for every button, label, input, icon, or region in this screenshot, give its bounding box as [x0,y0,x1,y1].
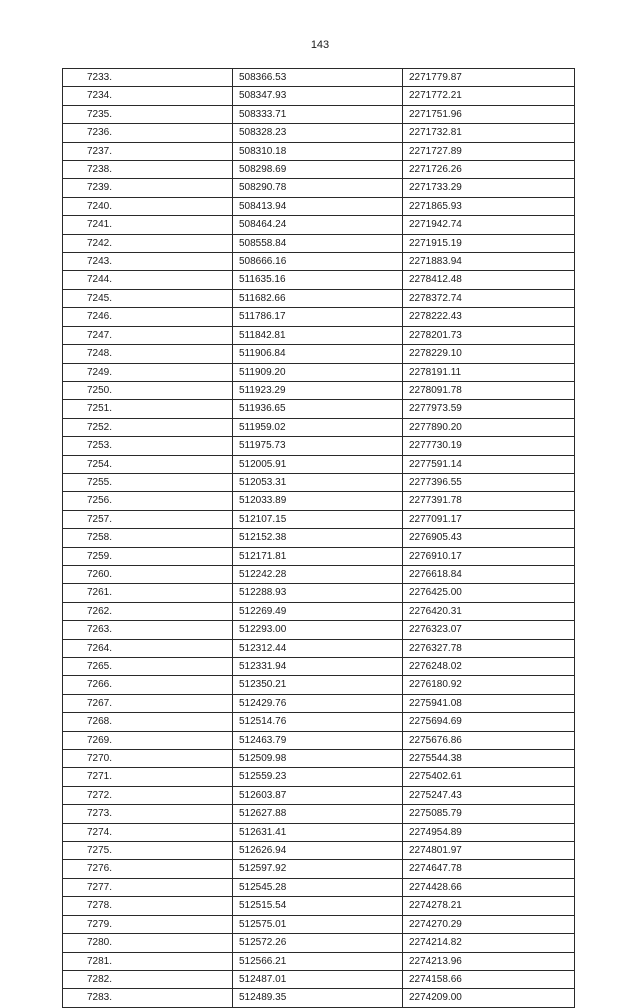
table-row [63,345,575,363]
table-row [63,437,575,455]
x-coordinate-cell: 508366.53 [233,69,403,87]
table-row [63,87,575,105]
point-number-cell: 7247. [63,326,233,344]
x-coordinate-cell: 512545.28 [233,878,403,896]
y-coordinate-cell: 2276618.84 [403,565,575,583]
point-number-cell: 7267. [63,694,233,712]
point-number-cell: 7236. [63,124,233,142]
y-coordinate-cell: 2271883.94 [403,253,575,271]
point-number-cell: 7233. [63,69,233,87]
table-row [63,639,575,657]
y-coordinate-cell: 2275676.86 [403,731,575,749]
x-coordinate-cell: 511635.16 [233,271,403,289]
point-number-cell: 7261. [63,584,233,602]
table-row [63,455,575,473]
point-number-cell: 7253. [63,437,233,455]
y-coordinate-cell: 2275402.61 [403,768,575,786]
point-number-cell: 7242. [63,234,233,252]
y-coordinate-cell: 2271751.96 [403,105,575,123]
point-number-cell: 7241. [63,216,233,234]
x-coordinate-cell: 511975.73 [233,437,403,455]
point-number-cell: 7237. [63,142,233,160]
table-row [63,216,575,234]
point-number-cell: 7272. [63,786,233,804]
x-coordinate-cell: 512107.15 [233,510,403,528]
point-number-cell: 7252. [63,418,233,436]
x-coordinate-cell: 512566.21 [233,952,403,970]
table-row [63,69,575,87]
x-coordinate-cell: 512597.92 [233,860,403,878]
table-row [63,731,575,749]
table-row [63,602,575,620]
y-coordinate-cell: 2271942.74 [403,216,575,234]
x-coordinate-cell: 511682.66 [233,289,403,307]
x-coordinate-cell: 512429.76 [233,694,403,712]
point-number-cell: 7249. [63,363,233,381]
table-row [63,510,575,528]
y-coordinate-cell: 2275544.38 [403,750,575,768]
y-coordinate-cell: 2278229.10 [403,345,575,363]
y-coordinate-cell: 2276910.17 [403,547,575,565]
table-row [63,970,575,988]
x-coordinate-cell: 511923.29 [233,381,403,399]
table-row [63,473,575,491]
point-number-cell: 7235. [63,105,233,123]
point-number-cell: 7234. [63,87,233,105]
y-coordinate-cell: 2271772.21 [403,87,575,105]
y-coordinate-cell: 2271726.26 [403,161,575,179]
x-coordinate-cell: 512350.21 [233,676,403,694]
y-coordinate-cell: 2277391.78 [403,492,575,510]
point-number-cell: 7268. [63,713,233,731]
point-number-cell: 7265. [63,658,233,676]
point-number-cell: 7255. [63,473,233,491]
point-number-cell: 7266. [63,676,233,694]
point-number-cell: 7256. [63,492,233,510]
y-coordinate-cell: 2275941.08 [403,694,575,712]
y-coordinate-cell: 2274647.78 [403,860,575,878]
x-coordinate-cell: 508310.18 [233,142,403,160]
x-coordinate-cell: 511906.84 [233,345,403,363]
table-row [63,860,575,878]
y-coordinate-cell: 2274428.66 [403,878,575,896]
x-coordinate-cell: 512171.81 [233,547,403,565]
y-coordinate-cell: 2278091.78 [403,381,575,399]
table-row [63,234,575,252]
table-row [63,105,575,123]
y-coordinate-cell: 2274801.97 [403,842,575,860]
x-coordinate-cell: 512489.35 [233,989,403,1007]
y-coordinate-cell: 2278412.48 [403,271,575,289]
point-number-cell: 7264. [63,639,233,657]
x-coordinate-cell: 512514.76 [233,713,403,731]
x-coordinate-cell: 508413.94 [233,197,403,215]
table-row [63,805,575,823]
x-coordinate-cell: 512293.00 [233,621,403,639]
point-number-cell: 7250. [63,381,233,399]
y-coordinate-cell: 2271732.81 [403,124,575,142]
y-coordinate-cell: 2277973.59 [403,400,575,418]
x-coordinate-cell: 512575.01 [233,915,403,933]
point-number-cell: 7269. [63,731,233,749]
coordinates-table [62,68,575,1008]
x-coordinate-cell: 508333.71 [233,105,403,123]
table-row [63,897,575,915]
x-coordinate-cell: 508666.16 [233,253,403,271]
y-coordinate-cell: 2275247.43 [403,786,575,804]
point-number-cell: 7277. [63,878,233,896]
x-coordinate-cell: 512626.94 [233,842,403,860]
table-row [63,658,575,676]
point-number-cell: 7244. [63,271,233,289]
point-number-cell: 7281. [63,952,233,970]
table-row [63,179,575,197]
point-number-cell: 7238. [63,161,233,179]
y-coordinate-cell: 2276248.02 [403,658,575,676]
y-coordinate-cell: 2275085.79 [403,805,575,823]
table-row [63,823,575,841]
x-coordinate-cell: 508558.84 [233,234,403,252]
table-row [63,878,575,896]
point-number-cell: 7239. [63,179,233,197]
x-coordinate-cell: 511909.20 [233,363,403,381]
table-row [63,934,575,952]
y-coordinate-cell: 2271779.87 [403,69,575,87]
x-coordinate-cell: 512288.93 [233,584,403,602]
table-row [63,750,575,768]
x-coordinate-cell: 512312.44 [233,639,403,657]
x-coordinate-cell: 508464.24 [233,216,403,234]
point-number-cell: 7271. [63,768,233,786]
x-coordinate-cell: 508298.69 [233,161,403,179]
x-coordinate-cell: 511842.81 [233,326,403,344]
x-coordinate-cell: 511936.65 [233,400,403,418]
table-row [63,253,575,271]
y-coordinate-cell: 2277591.14 [403,455,575,473]
table-row [63,547,575,565]
table-row [63,289,575,307]
x-coordinate-cell: 512487.01 [233,970,403,988]
y-coordinate-cell: 2278372.74 [403,289,575,307]
table-row [63,271,575,289]
table-row [63,584,575,602]
table-row [63,418,575,436]
x-coordinate-cell: 511959.02 [233,418,403,436]
point-number-cell: 7273. [63,805,233,823]
table-row [63,326,575,344]
point-number-cell: 7260. [63,565,233,583]
point-number-cell: 7283. [63,989,233,1007]
table-row [63,952,575,970]
table-row [63,381,575,399]
y-coordinate-cell: 2274954.89 [403,823,575,841]
table-row [63,124,575,142]
table-row [63,492,575,510]
y-coordinate-cell: 2276323.07 [403,621,575,639]
point-number-cell: 7276. [63,860,233,878]
y-coordinate-cell: 2278222.43 [403,308,575,326]
x-coordinate-cell: 508347.93 [233,87,403,105]
y-coordinate-cell: 2274214.82 [403,934,575,952]
y-coordinate-cell: 2274278.21 [403,897,575,915]
point-number-cell: 7270. [63,750,233,768]
table-row [63,308,575,326]
table-row [63,713,575,731]
x-coordinate-cell: 512603.87 [233,786,403,804]
point-number-cell: 7243. [63,253,233,271]
point-number-cell: 7278. [63,897,233,915]
table-row [63,565,575,583]
table-row [63,529,575,547]
table-row [63,400,575,418]
x-coordinate-cell: 512509.98 [233,750,403,768]
point-number-cell: 7280. [63,934,233,952]
table-row [63,676,575,694]
table-row [63,989,575,1007]
point-number-cell: 7279. [63,915,233,933]
x-coordinate-cell: 508328.23 [233,124,403,142]
y-coordinate-cell: 2271727.89 [403,142,575,160]
point-number-cell: 7263. [63,621,233,639]
y-coordinate-cell: 2278191.11 [403,363,575,381]
x-coordinate-cell: 512463.79 [233,731,403,749]
point-number-cell: 7262. [63,602,233,620]
x-coordinate-cell: 512242.28 [233,565,403,583]
point-number-cell: 7259. [63,547,233,565]
point-number-cell: 7254. [63,455,233,473]
x-coordinate-cell: 512053.31 [233,473,403,491]
x-coordinate-cell: 511786.17 [233,308,403,326]
y-coordinate-cell: 2274213.96 [403,952,575,970]
point-number-cell: 7274. [63,823,233,841]
y-coordinate-cell: 2277890.20 [403,418,575,436]
y-coordinate-cell: 2277730.19 [403,437,575,455]
y-coordinate-cell: 2274209.00 [403,989,575,1007]
y-coordinate-cell: 2276180.92 [403,676,575,694]
x-coordinate-cell: 512331.94 [233,658,403,676]
y-coordinate-cell: 2278201.73 [403,326,575,344]
table-row [63,363,575,381]
x-coordinate-cell: 512559.23 [233,768,403,786]
y-coordinate-cell: 2277091.17 [403,510,575,528]
point-number-cell: 7257. [63,510,233,528]
table-row [63,786,575,804]
point-number-cell: 7251. [63,400,233,418]
x-coordinate-cell: 512005.91 [233,455,403,473]
y-coordinate-cell: 2276905.43 [403,529,575,547]
table-row [63,768,575,786]
table-row [63,694,575,712]
y-coordinate-cell: 2276425.00 [403,584,575,602]
y-coordinate-cell: 2274158.66 [403,970,575,988]
x-coordinate-cell: 512269.49 [233,602,403,620]
table-row [63,161,575,179]
point-number-cell: 7258. [63,529,233,547]
point-number-cell: 7248. [63,345,233,363]
table-row [63,621,575,639]
coordinates-table-body [63,69,575,1008]
y-coordinate-cell: 2275694.69 [403,713,575,731]
y-coordinate-cell: 2271915.19 [403,234,575,252]
table-row [63,197,575,215]
table-row [63,142,575,160]
table-row [63,915,575,933]
point-number-cell: 7245. [63,289,233,307]
page-number: 143 [310,39,330,51]
point-number-cell: 7275. [63,842,233,860]
point-number-cell: 7246. [63,308,233,326]
table-row [63,842,575,860]
x-coordinate-cell: 512152.38 [233,529,403,547]
y-coordinate-cell: 2276327.78 [403,639,575,657]
y-coordinate-cell: 2276420.31 [403,602,575,620]
point-number-cell: 7282. [63,970,233,988]
x-coordinate-cell: 512033.89 [233,492,403,510]
x-coordinate-cell: 512515.54 [233,897,403,915]
x-coordinate-cell: 508290.78 [233,179,403,197]
y-coordinate-cell: 2274270.29 [403,915,575,933]
point-number-cell: 7240. [63,197,233,215]
y-coordinate-cell: 2271733.29 [403,179,575,197]
x-coordinate-cell: 512627.88 [233,805,403,823]
y-coordinate-cell: 2271865.93 [403,197,575,215]
x-coordinate-cell: 512631.41 [233,823,403,841]
x-coordinate-cell: 512572.26 [233,934,403,952]
y-coordinate-cell: 2277396.55 [403,473,575,491]
